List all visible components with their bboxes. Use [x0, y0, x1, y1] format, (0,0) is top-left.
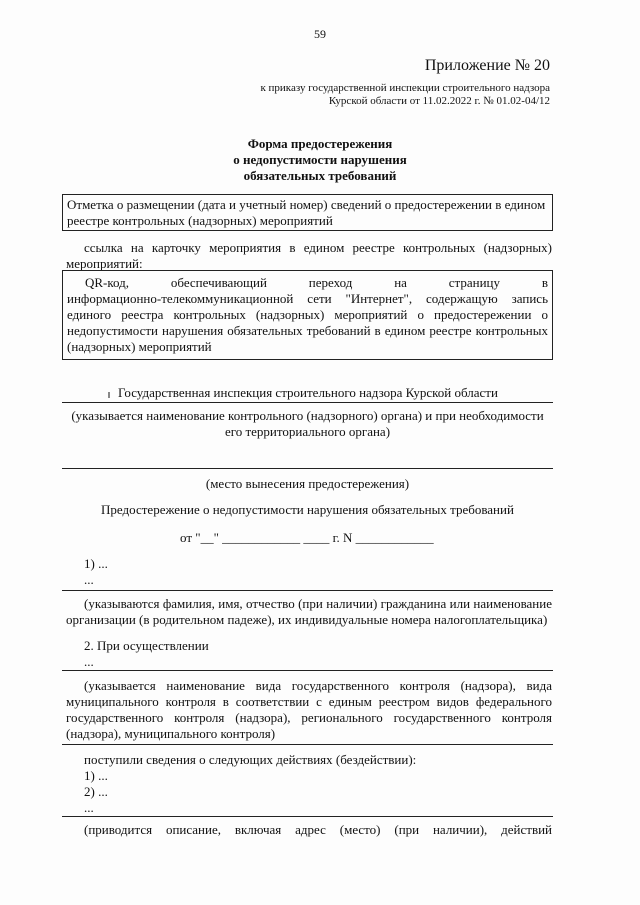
section2-dots: ... [84, 654, 94, 669]
form-title-line2: о недопустимости нарушения [233, 152, 407, 167]
section1-item2: ... [84, 572, 94, 587]
actions-dots: ... [84, 800, 94, 815]
qr-text-line5: (надзорных) мероприятий [67, 339, 212, 354]
section1-note-line2: организации (в родительном падеже), их индивидуальные номера налогоплательщика) [66, 612, 548, 627]
actions-final-line: (приводится описание, включая адрес (место) (при наличии), действий [84, 822, 552, 837]
actions-item1: 1) ... [84, 768, 108, 783]
section2-bottom-line [62, 744, 553, 745]
section1-item1: 1) ... [84, 556, 108, 571]
authority-name: Государственная инспекция строительного надзора Курской области [118, 385, 498, 400]
authority-note-line1: (указывается наименование контрольного (надзорного) органа) и при необходимости [71, 408, 544, 423]
section2-note-line3: государственного контроля (надзора), регионального государственного контроля [66, 710, 552, 725]
form-title-line1: Форма предостережения [247, 136, 393, 151]
appendix-date-line: Курской области от 11.02.2022 г. № 01.02-04/12 [328, 95, 550, 107]
qr-text-line3: единого реестра контрольных (надзорных) мероприятий о предостережении о [67, 307, 548, 322]
scan-mark [108, 392, 110, 398]
placement-text-line1: Отметка о размещении (дата и учетный номер) сведений о предостережении в едином [67, 197, 546, 212]
warning-heading: Предостережение о недопустимости нарушения обязательных требований [101, 502, 514, 517]
qr-text-line2: информационно-телекоммуникационной сети "Интернет", содержащую запись [67, 291, 548, 306]
placement-box [62, 194, 553, 231]
appendix-order-line: к приказу государственной инспекции строительного надзора [260, 82, 550, 94]
appendix-title: Приложение № 20 [424, 57, 550, 74]
form-title-line3: обязательных требований [243, 168, 397, 183]
section2-underline [62, 670, 553, 671]
date-number-line: от "__" ____________ ____ г. N ____________ [180, 530, 434, 545]
placement-text-line2: реестре контрольных (надзорных) мероприятий [67, 213, 333, 228]
section2-note-line4: (надзора), муниципального контроля) [66, 726, 276, 741]
actions-intro: поступили сведения о следующих действиях (бездействии): [84, 752, 417, 767]
section1-note-line1: (указываются фамилия, имя, отчество (при наличии) гражданина или наименование [84, 596, 552, 611]
link-text-line1: ссылка на карточку мероприятия в едином реестре контрольных (надзорных) [84, 240, 552, 255]
qr-text-line1: QR-код, обеспечивающий переход на страницу в [85, 275, 548, 290]
actions-item2: 2) ... [84, 784, 108, 799]
qr-text-line4: недопустимости нарушения обязательных требований в едином реестре контрольных [67, 323, 548, 338]
place-underline [62, 468, 553, 469]
link-text-line2: мероприятий: [66, 256, 143, 271]
actions-underline [62, 816, 553, 817]
authority-underline [62, 402, 553, 403]
place-note: (место вынесения предостережения) [205, 476, 410, 491]
section2-note-line2: муниципального контроля в соответствии с единым реестром видов федерального [66, 694, 552, 709]
section1-underline [62, 590, 553, 591]
authority-note-line2: его территориального органа) [224, 424, 391, 439]
section2-heading: 2. При осуществлении [84, 638, 209, 653]
page-number: 59 [314, 27, 326, 41]
section2-note-line1: (указывается наименование вида государственного контроля (надзора), вида [84, 678, 552, 693]
qr-box [62, 270, 553, 360]
